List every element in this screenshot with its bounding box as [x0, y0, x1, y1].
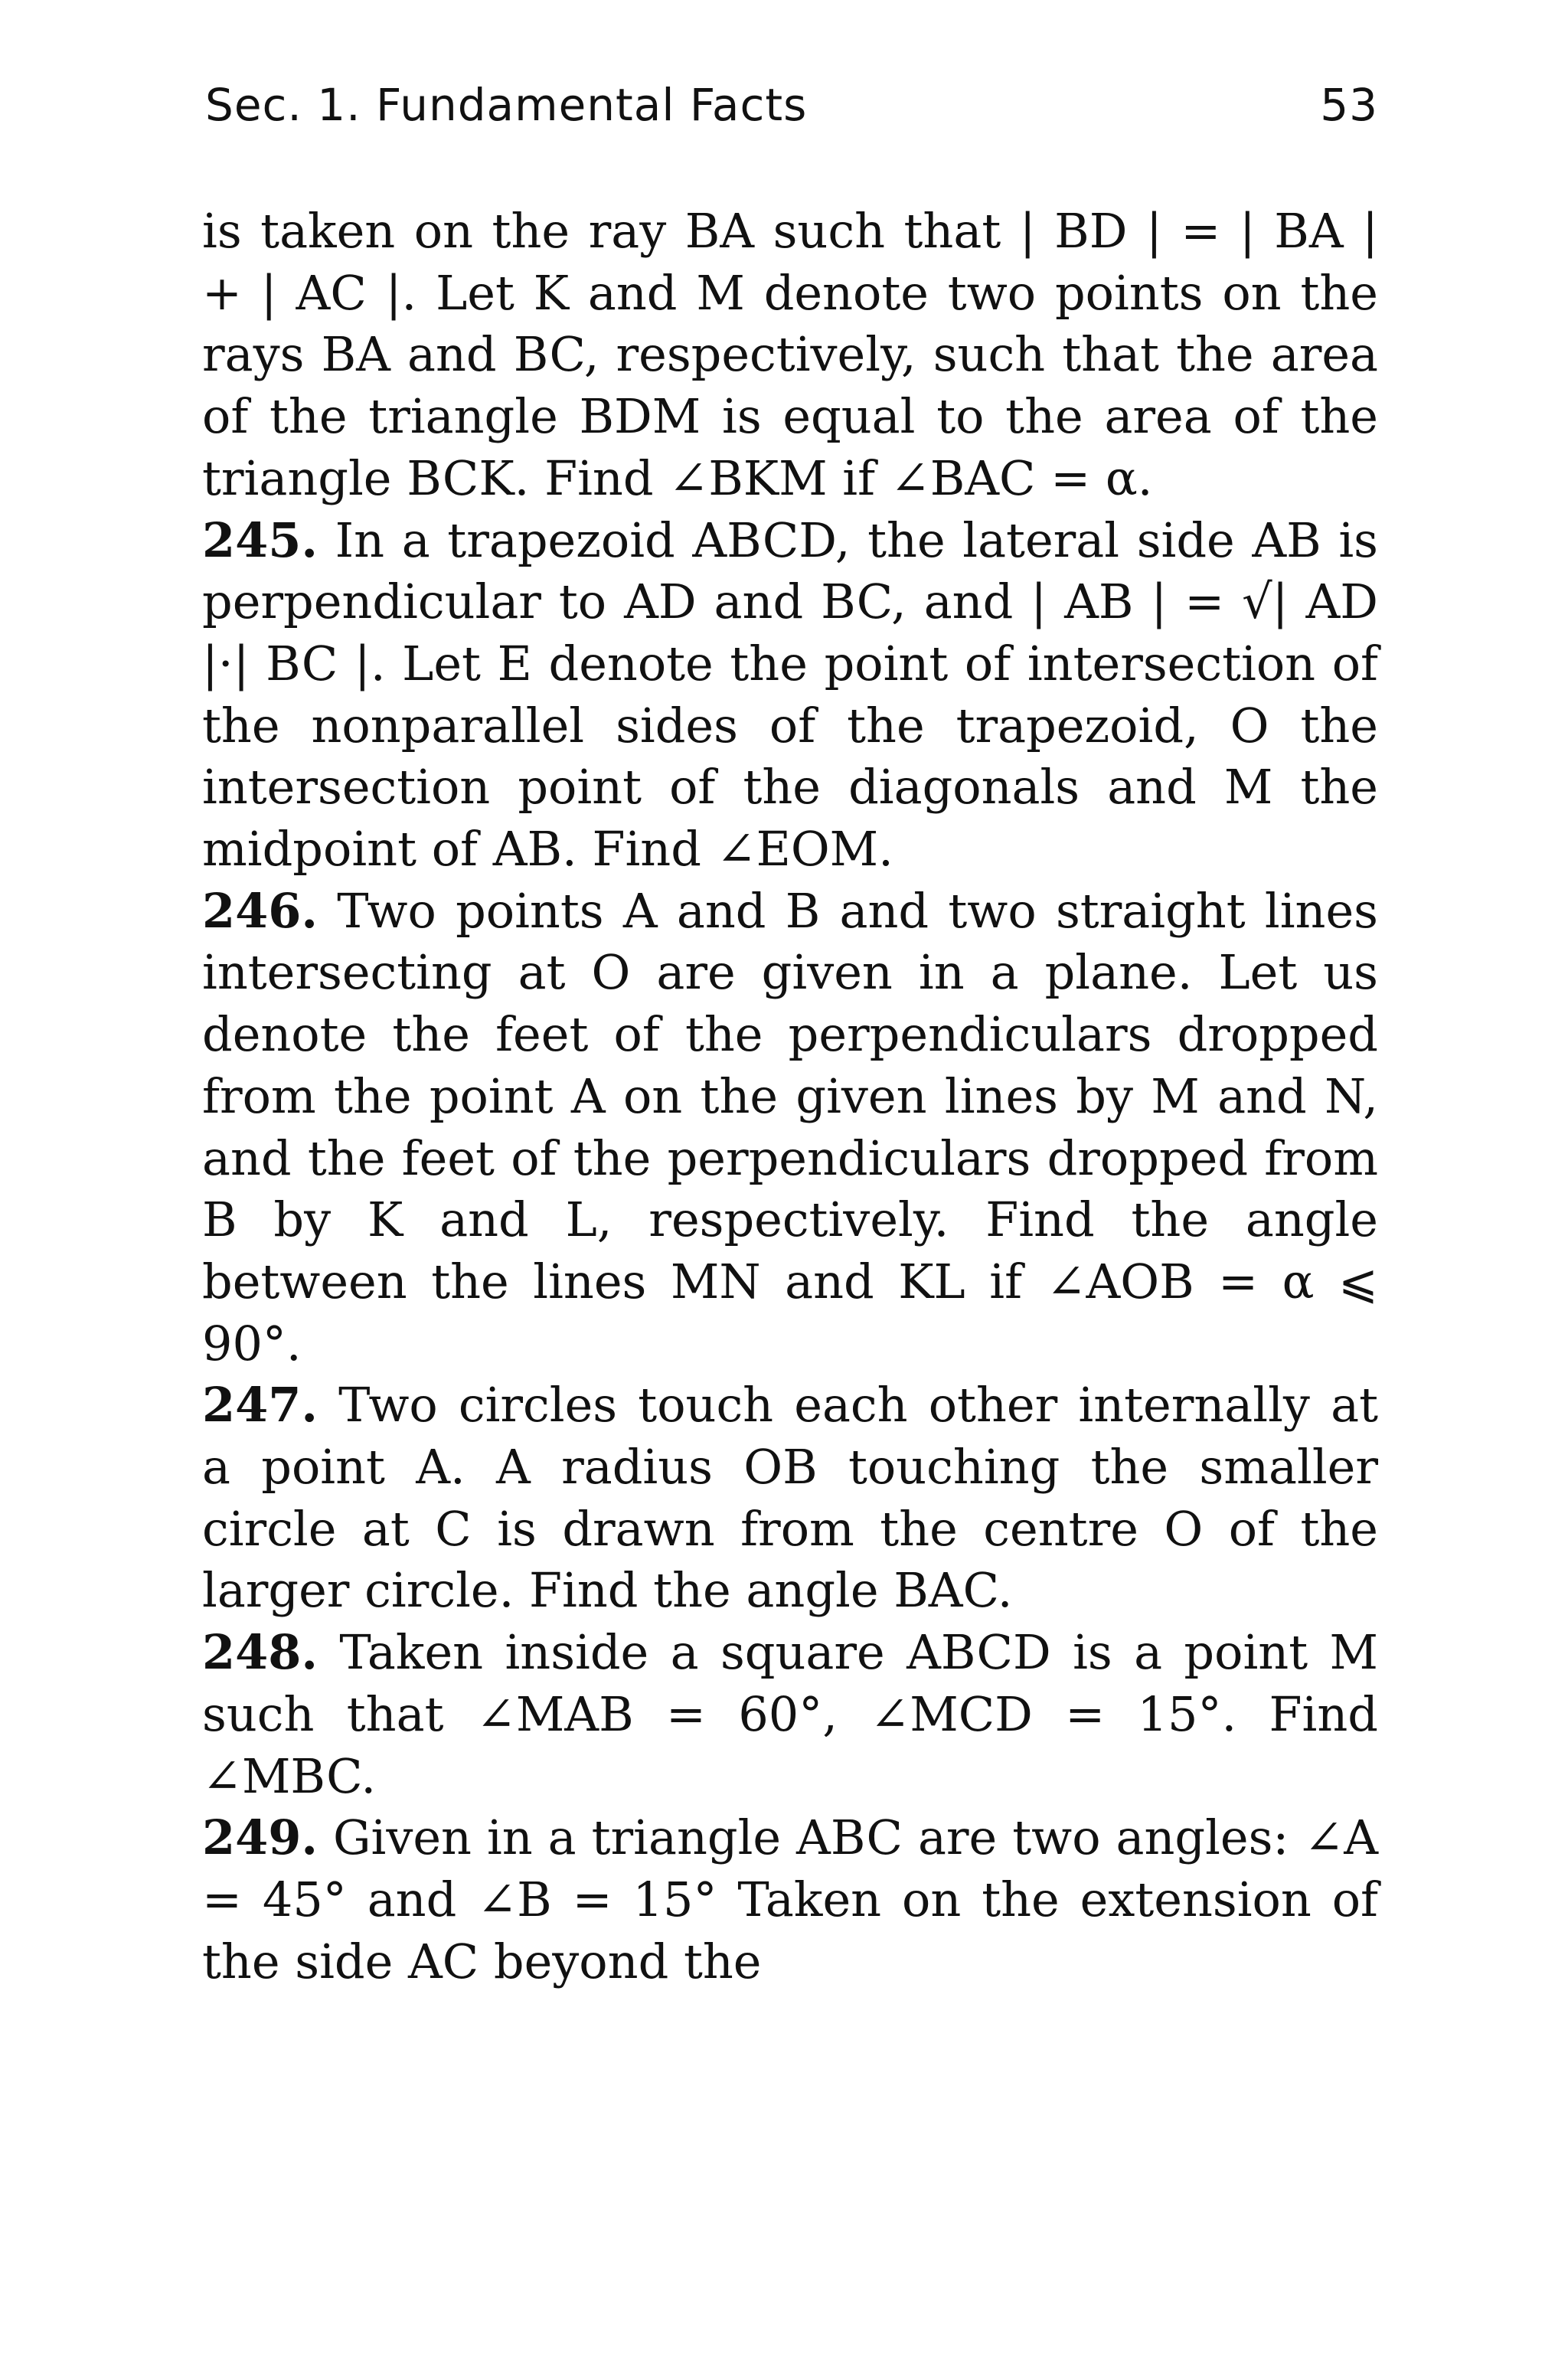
problem-number: 246. [202, 882, 318, 939]
paragraph-text: Given in a triangle ABC are two angles: ∠A = 45° and ∠B = 15° Taken on the extension of the side AC beyond the [202, 1810, 1378, 1989]
problem-249 [202, 1807, 1378, 1993]
problem-number: 248. [202, 1624, 318, 1681]
problem-continuation [202, 201, 1378, 510]
problem-number: 245. [202, 512, 318, 568]
paragraph-text: Two points A and B and two straight lines intersecting at O are given in a plane. Let us denote the feet of the perpendiculars dropped from the point A on the given lines by M and N, and the feet of the perpendiculars dropped from B by K and L, respectively. Find the angle between the lines MN and KL if ∠AOB = α ⩽ 90°. [202, 882, 1378, 1371]
problem-248 [202, 1622, 1378, 1807]
problem-number: 247. [202, 1377, 318, 1434]
problem-245 [202, 510, 1378, 881]
paragraph-text: In a trapezoid ABCD, the lateral side AB is perpendicular to AD and BC, and | AB | = √| AD |·| BC |. Let E denote the point of intersection of the nonparallel sides of the trapezoid, O the intersection point of the diagonals and M the midpoint of AB. Find ∠EOM. [202, 512, 1378, 878]
page-number: 53 [1320, 79, 1378, 131]
problem-247 [202, 1375, 1378, 1622]
section-title: Sec. 1. Fundamental Facts [205, 79, 808, 131]
problem-246 [202, 881, 1378, 1375]
page-body [202, 201, 1378, 1993]
paragraph-text: is taken on the ray BA such that | BD | = | BA | + | AC |. Let K and M denote two points on the rays BA and BC, respectively, such that the area of the triangle BDM is equal to the area of the triangle BCK. Find ∠BKM if ∠BAC = α. [202, 203, 1378, 506]
paragraph-text: Two circles touch each other internally at a point A. A radius OB touching the smaller circle at C is drawn from the centre O of the larger circle. Find the angle BAC. [202, 1377, 1378, 1619]
problem-number: 249. [202, 1810, 318, 1866]
paragraph-text: Taken inside a square ABCD is a point M such that ∠MAB = 60°, ∠MCD = 15°. Find ∠MBC. [202, 1624, 1378, 1804]
page-header [205, 70, 1378, 139]
